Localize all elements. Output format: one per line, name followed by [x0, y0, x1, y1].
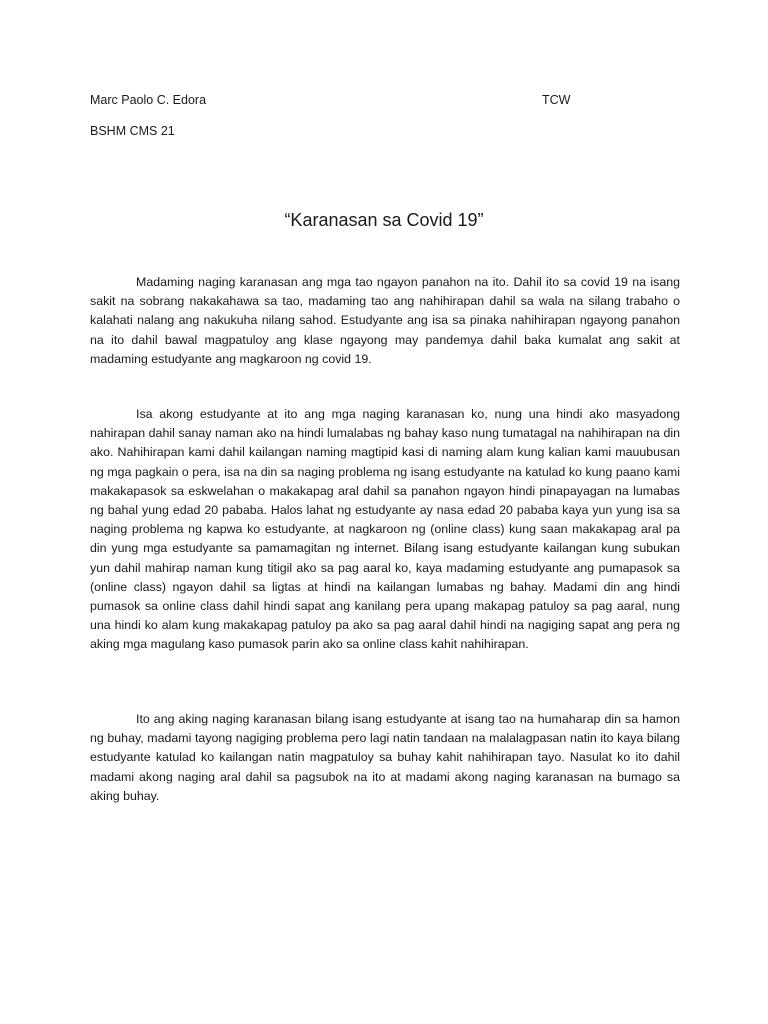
- paragraph-1: Madaming naging karanasan ang mga tao ngayon panahon na ito. Dahil ito sa covid 19 na isang sakit na sobrang nakakahawa sa tao, madaming tao ang nahihirapan dahil sa wala na silang trabaho o kalahati nalang ang nakukuha nilang sahod. Estudyante ang isa sa pinaka nahihirapan ngayong panahon na ito dahil bawal magpatuloy ang klase ngayong may pandemya dahil baka kumalat ang sakit at madaming estudyante ang magkaroon ng covid 19.: [90, 275, 680, 366]
- author-name: Marc Paolo C. Edora: [90, 93, 207, 107]
- essay-title: “Karanasan sa Covid 19”: [284, 210, 484, 230]
- course-section: BSHM CMS 21: [90, 124, 175, 138]
- paragraph-2: Isa akong estudyante at ito ang mga naging karanasan ko, nung una hindi ako masyadong nahirapan dahil sanay naman ako na hindi lumalabas ng bahay kaso nung tumatagal na nahihirapan na din ako. Nahihirapan kami dahil kailangan naming magtipid kasi di naming alam kung kalian kami mauubusan ng mga pagkain o pera, isa na din sa naging problema ng isang estudyante na katulad ko kung paano kami makakapasok sa eskwelahan o makakapag aral dahil sa panahon ngayon hindi pinapayagan na lumabas ng bahal yung edad 20 pababa. Halos lahat ng estudyante ay nasa edad 20 pababa kaya yun yung isa sa naging problema ng kapwa ko estudyante, at nagkaroon ng (online class) kung saan makakapag aral pa din yung mga estudyante sa pamamagitan ng internet. Bilang isang estudyante kailangan kung subukan yun dahil mahirap naman kung titigil ako sa pag aaral ko, kaya madaming estudyante ang pumapasok sa (online class) ngayon dahil sa ligtas at hindi na kailangan lumabas ng bahay. Madami din ang hindi pumasok sa online class dahil hindi sapat ang kanilang pera upang makapag patuloy sa pag aaral, nung una hindi ko alam kung makakapag patuloy pa ako sa pag aaral dahil hindi na nagiging sapat ang pera ng aking mga magulang kaso pumasok parin ako sa online class kahit nahihirapan.: [90, 407, 680, 652]
- subject-code: TCW: [542, 93, 571, 107]
- paragraph-3: Ito ang aking naging karanasan bilang isang estudyante at isang tao na humaharap din sa hamon ng buhay, madami tayong nagiging problema pero lagi natin tandaan na malalagpasan natin ito kaya bilang estudyante katulad ko kailangan natin magpatuloy sa buhay kahit nahihirapan tayo. Nasulat ko ito dahil madami akong naging aral dahil sa pagsubok na ito at madami akong naging karanasan na bumago sa aking buhay.: [90, 712, 680, 803]
